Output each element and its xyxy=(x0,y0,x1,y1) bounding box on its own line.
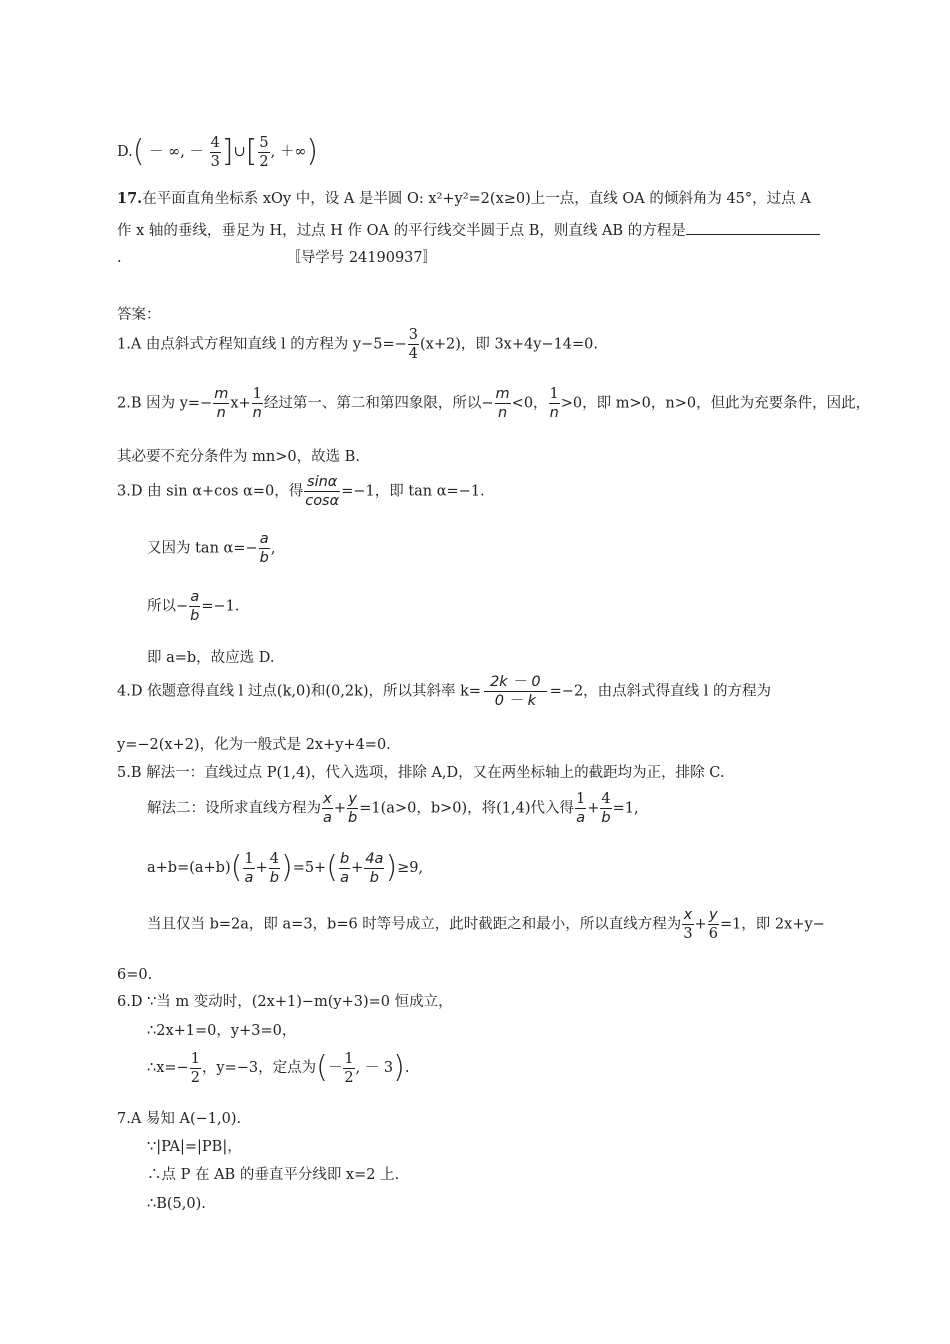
fraction: $\frac{1}{a}$ xyxy=(244,850,254,886)
answer-5-line2: 解法二：设所求直线方程为 $\frac{x}{a}$ + $\frac{y}{b}$ =1(a>0，b>0)，将(1,4)代入得 $\frac{1}{a}$ + $\frac{4}{b}$ =1, xyxy=(147,791,639,826)
q17-line3: . 〚导学号 24190937〛 xyxy=(117,250,438,266)
q17-line2: 作 x 轴的垂线，垂足为 H，过点 H 作 OA 的平行线交半圆于点 B，则直线 AB 的方程是 xyxy=(117,220,820,240)
answers-heading: 答案： xyxy=(117,307,161,323)
option-d: D.( － ∞, － $\frac{4}{3}$ ]∪[ $\frac{5}{2}$ , ＋∞) xyxy=(117,134,319,170)
answer-6-line2: ∴2x+1=0，y+3=0， xyxy=(147,1023,297,1039)
fraction: $\frac{\sin\alpha}{\cos\alpha}$ xyxy=(305,474,340,509)
fraction: $\frac{x}{3}$ xyxy=(683,907,693,942)
fraction: $\frac{2k - 0}{0 - k}$ xyxy=(484,673,547,710)
fraction: $\frac{1}{n}$ xyxy=(252,386,262,421)
fraction: $\frac{y}{6}$ xyxy=(708,907,718,942)
fraction: $\frac{a}{b}$ xyxy=(259,531,269,566)
q17-line1: 17.在平面直角坐标系 xOy 中，设 A 是半圆 O: x²+y²=2(x≥0)上一点，直线 OA 的倾斜角为 45°，过点 A xyxy=(117,190,811,207)
answer-5-line5: 6=0. xyxy=(117,967,153,983)
fraction: $\frac{y}{b}$ xyxy=(348,791,358,826)
fraction: $\frac{m}{n}$ xyxy=(214,386,229,421)
fraction: $\frac{x}{a}$ xyxy=(323,791,332,826)
answer-3: 3.D 由 sin α+cos α=0，得 $\frac{\sin\alpha}{\cos\alpha}$ =−1，即 tan α=−1. xyxy=(117,474,485,509)
fraction: $\frac{1}{2}$ xyxy=(190,1050,200,1086)
answer-7-line3: ∴点 P 在 AB 的垂直平分线即 x=2 上. xyxy=(147,1167,400,1183)
fraction: $\frac{3}{4}$ xyxy=(408,327,418,362)
answer-6: 6.D ∵当 m 变动时，(2x+1)−m(y+3)=0 恒成立， xyxy=(117,994,453,1010)
answer-7-line4: ∴B(5,0). xyxy=(147,1196,206,1212)
answer-2: 2.B 因为 y=− $\frac{m}{n}$ x+ $\frac{1}{n}$ 经过第一、第二和第四象限，所以− $\frac{m}{n}$ <0， $\frac{1}{n}$ >0，即 m>0，n>0，但此为充要条件，因此， xyxy=(117,386,871,421)
answer-4: 4.D 依题意得直线 l 过点(k,0)和(0,2k)，所以其斜率 k= $\frac{2k - 0}{0 - k}$ =−2，由点斜式得直线 l 的方程为 xyxy=(117,674,772,709)
answer-3-line2: 又因为 tan α=− $\frac{a}{b}$ , xyxy=(147,531,276,566)
answer-5-line4: 当且仅当 b=2a，即 a=3，b=6 时等号成立，此时截距之和最小，所以直线方程为 $\frac{x}{3}$ + $\frac{y}{6}$ =1，即 2x+y− xyxy=(147,907,825,942)
fraction: $\frac{1}{n}$ xyxy=(549,386,559,421)
answer-6-line3: ∴x=− $\frac{1}{2}$ ，y=−3，定点为(－ $\frac{1}{2}$ , － 3). xyxy=(147,1050,410,1086)
paren-open: ( xyxy=(132,134,145,169)
fraction: $\frac{b}{a}$ xyxy=(339,850,350,886)
fraction: $\frac{4}{b}$ xyxy=(269,850,279,886)
fraction: $\frac{4a}{b}$ xyxy=(365,850,384,886)
guide-ref: 〚导学号 24190937〛 xyxy=(286,250,438,266)
fraction: $\frac{1}{a}$ xyxy=(576,791,586,826)
answer-7: 7.A 易知 A(−1,0). xyxy=(117,1111,242,1127)
fraction: $\frac{5}{2}$ xyxy=(259,134,269,170)
fraction: $\frac{4}{b}$ xyxy=(601,791,611,826)
answer-4-line2: y=−2(x+2)，化为一般式是 2x+y+4=0. xyxy=(117,737,391,753)
answer-2-line2: 其必要不充分条件为 mn>0，故选 B. xyxy=(117,449,360,465)
fraction: $\frac{a}{b}$ xyxy=(190,589,200,624)
answer-blank xyxy=(686,220,820,235)
answer-3-line3: 所以− $\frac{a}{b}$ =−1. xyxy=(147,589,240,624)
option-d-label: D. xyxy=(117,144,133,160)
option-d-lhs: － ∞, － xyxy=(149,144,204,160)
answer-5: 5.B 解法一：直线过点 P(1,4)，代入选项，排除 A,D，又在两坐标轴上的截距均为正，排除 C. xyxy=(117,765,725,781)
fraction: $\frac{m}{n}$ xyxy=(495,386,510,421)
fraction: $\frac{1}{2}$ xyxy=(344,1050,354,1086)
answer-3-line4: 即 a=b，故应选 D. xyxy=(147,650,275,666)
answer-7-line2: ∵|PA|=|PB|， xyxy=(147,1139,242,1155)
fraction: $\frac{4}{3}$ xyxy=(210,134,220,170)
answer-5-line3: a+b=(a+b)( $\frac{1}{a}$ + $\frac{4}{b}$ )=5+( $\frac{b}{a}$ + $\frac{4a}{b}$ )≥9, xyxy=(147,850,424,886)
answer-1: 1.A 由点斜式方程知直线 l 的方程为 y−5=− $\frac{3}{4}$ (x+2)，即 3x+4y−14=0. xyxy=(117,327,599,362)
